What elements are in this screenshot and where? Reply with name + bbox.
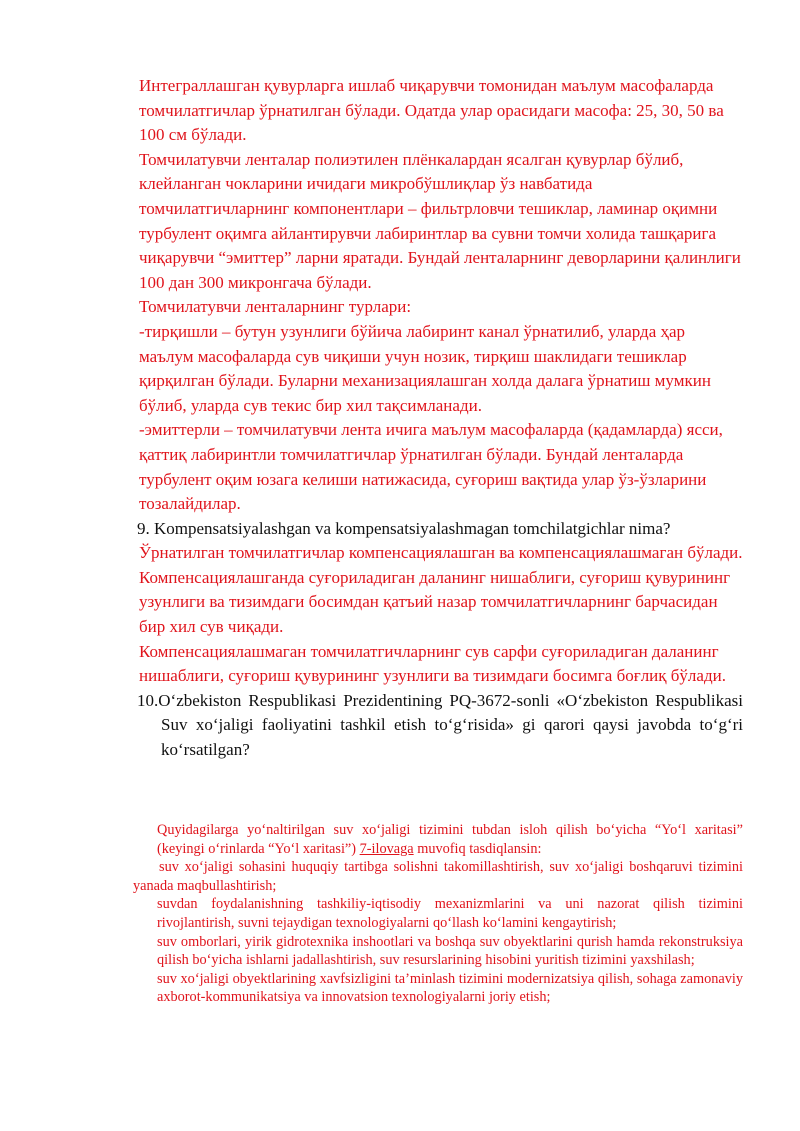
question-9: 9. Kompensatsiyalashgan va kompensatsiyalashmagan tomchilatgichlar nima? <box>137 518 671 538</box>
answer-10-item-4: suv xo‘jaligi obyektlarining xavfsizligini ta’minlash tizimini modernizatsiya qilish, sohaga zamonaviy axborot-kommunikatsiya va innovatsion texnologiyalarni joriy etish; <box>157 970 743 1006</box>
emitter-tape-paragraph: -эмиттерли – томчилатувчи лента ичига маълум масофаларда (қадамларда) ясси, қаттиқ лабиринтли томчилатгичлар ўрнатилган бўлади. Бундай ленталарда турбулент оқим юзага келиши натижасида, суғориш вақтида улар ўз-ўзларини тозалайдилар. <box>139 420 723 514</box>
answer-10-lead-text: Quyidagilarga yo‘naltirilgan suv xo‘jaligi tizimini tubdan isloh qilish bo‘yicha “Yo‘l xaritasi” (keyingi o‘rinlarda “Yo‘l xaritasi”) <box>157 822 743 857</box>
question-10: 10.O‘zbekiston Respublikasi Prezidentining PQ-3672-sonli «O‘zbekiston Respublikasi Suv xo‘jaligi faoliyatini tashkil etish to‘g‘risida» gi qarori qaysi javobda to‘g‘ri ko‘rsatilgan? <box>137 690 743 760</box>
answer-10-item-1 <box>133 858 743 895</box>
tapes-paragraph: Томчилатувчи ленталар полиэтилен плёнкалардан ясалган қувурлар бўлиб, клейланган чокларини ичидаги микробўшлиқлар ўз навбатида томчилатгичларнинг компонентлари – фильтрловчи тешиклар, ламинар оқимни турбулент оқимга айлантирувчи лабиринтлар ва сувни томчи холида ташқарига чиқарувчи “эмиттер” ларни яратади. Бундай ленталарнинг деворларини қалинлиги 100 дан 300 микронгача бўлади. <box>139 149 741 292</box>
answer-10-lead <box>133 821 743 858</box>
answer-9-paragraph-1: Ўрнатилган томчилатгичлар компенсациялашган ва компенсациялашмаган бўлади. Компенсациялашганда суғориладиган даланинг нишаблиги, суғориш қувурининг узунлиги ва тизимдаги босимдан қатъий назар томчилатгичларнинг барчасидан бир хил сув чиқади. <box>139 543 743 637</box>
answer-10-lead-end: muvofiq tasdiqlansin: <box>413 840 542 857</box>
slotted-tape-paragraph: -тирқишли – бутун узунлиги бўйича лабиринт канал ўрнатилиб, уларда ҳар маълум масофаларда сув чиқиши учун нозик, тирқиш шаклидаги тешиклар қирқилган бўлади. Буларни механизациялашган холда далага ўрнатиш мумкин бўлиб, уларда сув текис бир хил тақсимланади. <box>139 321 711 415</box>
answer-10-item-3: suv omborlari, yirik gidrotexnika inshootlari va boshqa suv obyektlarini qurish hamda rekonstruksiya qilish bo‘yicha ishlarni jadallashtirish, suv resurslarining hisobini yuritish tizimini yaxshilash; <box>157 933 743 969</box>
types-heading: Томчилатувчи ленталарнинг турлари: <box>139 297 412 317</box>
answer-10-item-1-text: suv xo‘jaligi sohasini huquqiy tartibga solishni takomillashtirish, suv xo‘jaligi boshqaruvi tizimini yanada maqbullashtirish; <box>133 859 743 894</box>
answer-9-paragraph-2: Компенсациялашмаган томчилатгичларнинг сув сарфи суғориладиган даланинг нишаблиги, суғориш қувурининг узунлиги ва тизимдаги босимга боғлиқ бўлади. <box>139 641 726 686</box>
intro-paragraph: Интеграллашган қувурларга ишлаб чиқарувчи томонидан маълум масофаларда томчилатгичлар ўрнатилган бўлади. Одатда улар орасидаги масофа: 25, 30, 50 ва 100 см бўлади. <box>139 76 724 145</box>
main-text-block <box>139 74 743 763</box>
appendix-link[interactable]: 7-ilovaga <box>359 840 414 857</box>
answer-10-item-2: suvdan foydalanishning tashkiliy-iqtisodiy mexanizmlarini va uni nazorat qilish tizimini rivojlantirish, suvni tejaydigan texnologiyalarni qo‘llash ko‘lamini kengaytirish; <box>157 896 743 931</box>
answer-10-block <box>133 821 743 1007</box>
